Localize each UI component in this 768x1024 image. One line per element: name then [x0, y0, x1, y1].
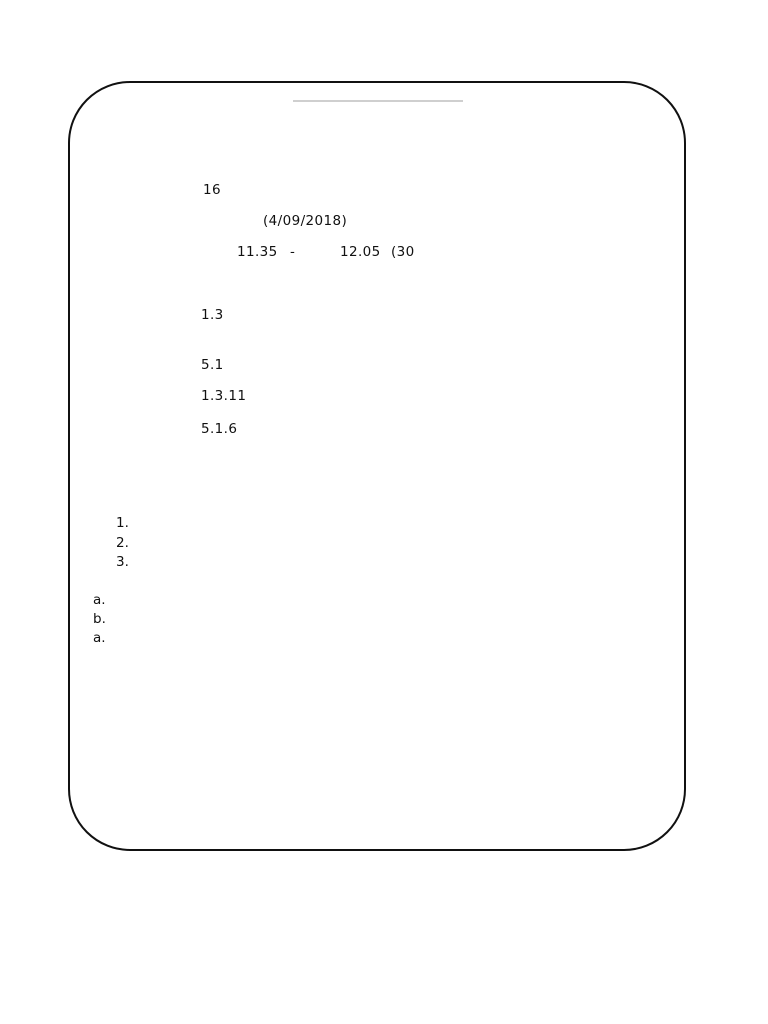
objective-number-1: 1.	[116, 515, 129, 531]
page-title	[68, 88, 688, 110]
student-count: 16	[203, 182, 221, 198]
time-start: 11.35	[237, 244, 278, 260]
objective-number-2: 2.	[116, 535, 129, 551]
item-letter-3: a.	[93, 630, 106, 646]
content-standard-2: 5.1	[201, 357, 224, 373]
content-standard-1: 1.3	[201, 307, 224, 323]
lesson-duration: (30	[391, 244, 415, 260]
page-border	[68, 81, 686, 851]
item-letter-1: a.	[93, 592, 106, 608]
learning-standard-1: 1.3.11	[201, 388, 247, 404]
time-end: 12.05	[340, 244, 381, 260]
title-rule	[293, 88, 463, 102]
time-separator: -	[290, 244, 296, 260]
item-letter-2: b.	[93, 611, 106, 627]
lesson-date: (4/09/2018)	[263, 213, 348, 229]
learning-standard-2: 5.1.6	[201, 421, 238, 437]
objective-number-3: 3.	[116, 554, 129, 570]
